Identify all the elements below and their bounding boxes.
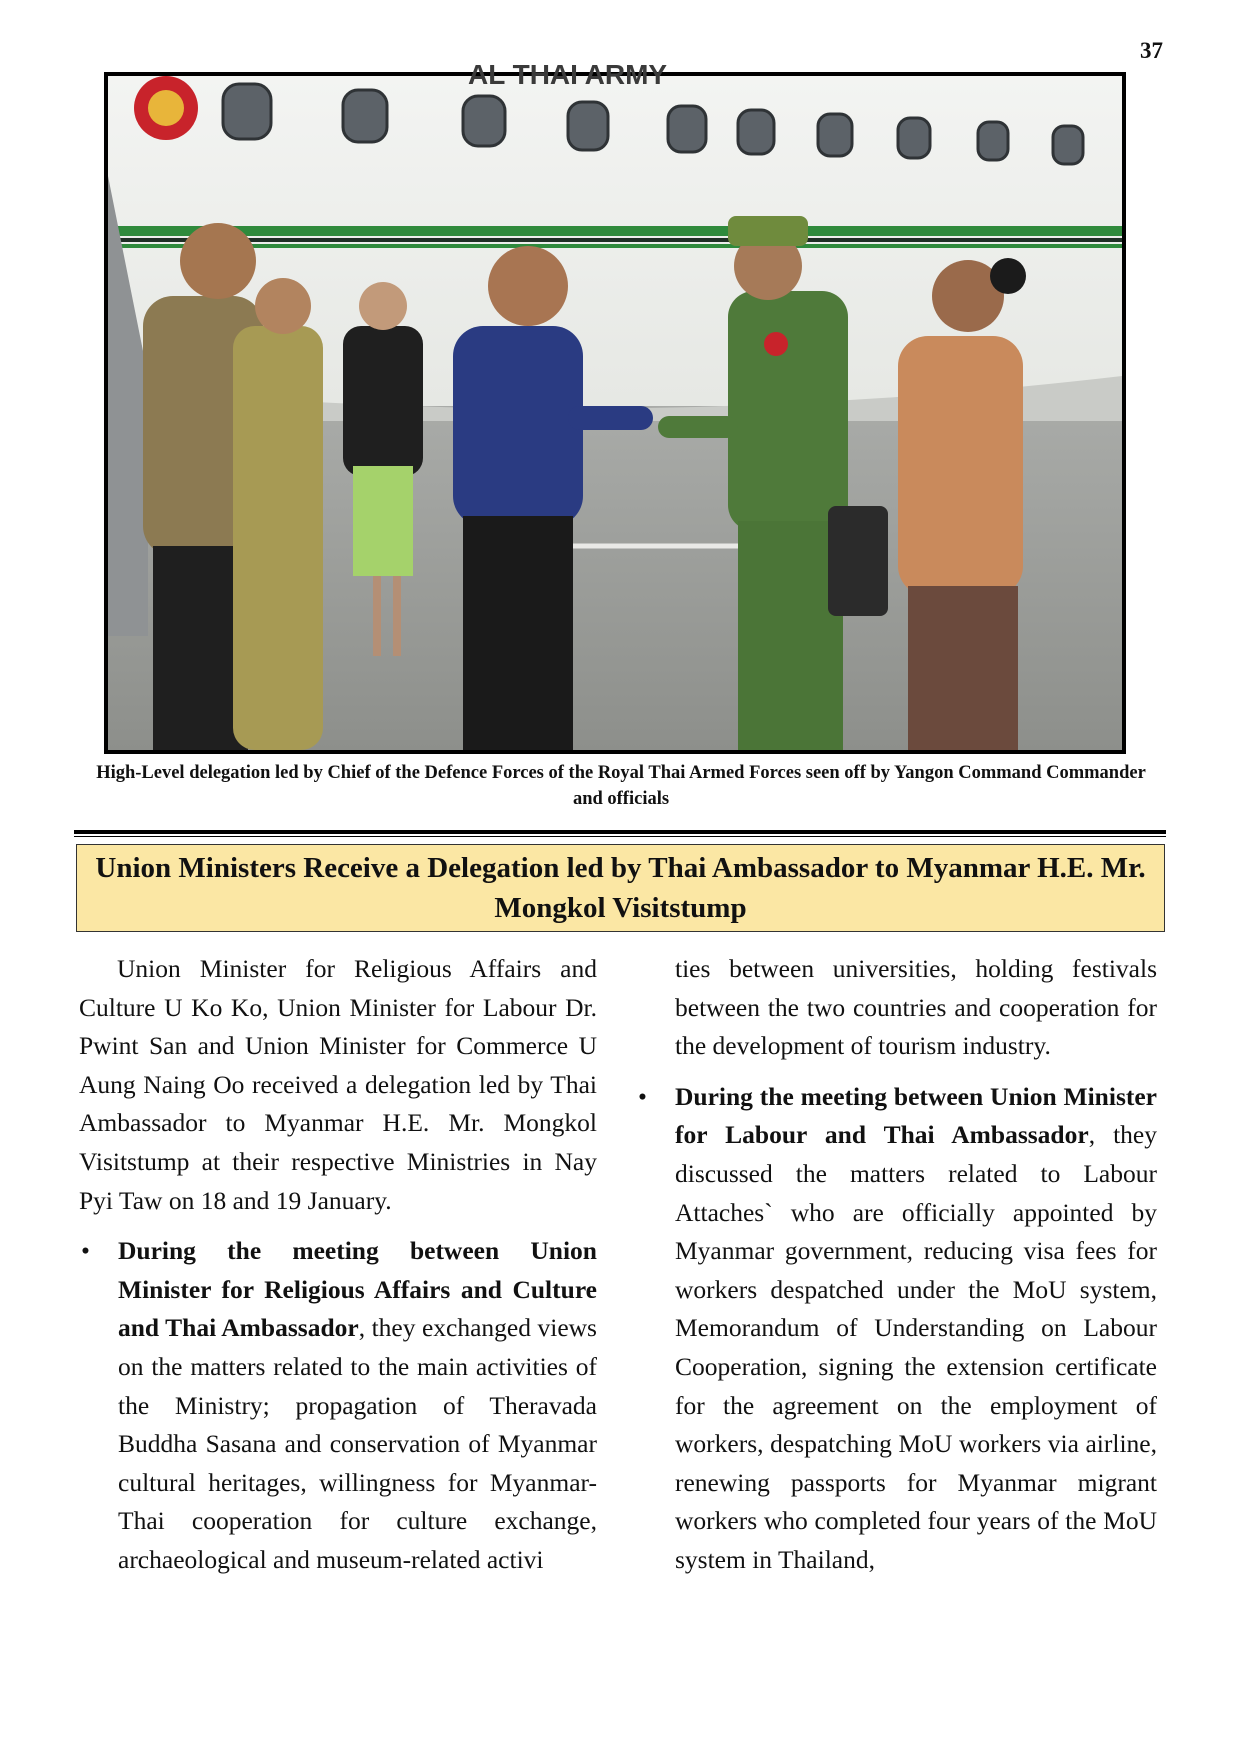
bullet-body: , they exchanged views on the matters related to the main activities of the Ministry; propagation of Theravada Buddha Sasana and conservation of Myanmar cultural heritages, willingness for Myanmar-Thai cooperation for culture exchange, archaeological and museum-related activi [118, 1313, 597, 1574]
news-photo-illustration [108, 59, 1122, 750]
bullet-lead: During the meeting between Union Minister for Labour and Thai Ambassador [675, 1081, 1157, 1150]
bullet-item-labour [636, 1078, 1157, 1580]
aircraft-stripe-green [108, 226, 1122, 236]
bullet-icon: • [81, 1236, 90, 1266]
photo-caption: High-Level delegation led by Chief of the Defence Forces of the Royal Thai Armed Forces seen off by Yangon Command Commander and officials [96, 763, 1146, 809]
bullet-lead: During the meeting between Union Minister for Religious Affairs and Culture and Thai Ambassador [118, 1236, 597, 1343]
bullet-text [675, 1078, 1157, 1580]
news-photo [104, 59, 1126, 754]
article-column-left [79, 950, 597, 1580]
page-number: 37 [1140, 38, 1163, 63]
bullet-item-religious-affairs [79, 1232, 597, 1579]
bullet-body: , they discussed the matters related to Labour Attaches` who are officially appointed by Myanmar government, reducing visa fees for workers despatched under the MoU system, Memorandum of Understanding on Labour Cooperation, signing the extension certificate for the agreement on the employment of workers, despatching MoU workers via airline, renewing passports for Myanmar migrant workers who completed four years of the MoU system in Thailand, [675, 1120, 1157, 1574]
bullet-text [118, 1232, 597, 1579]
section-divider-thin [74, 836, 1166, 837]
article-column-right [636, 950, 1157, 1580]
bullet-continuation: ties between universities, holding festivals between the two countries and cooperation for the development of tourism industry. [675, 954, 1157, 1061]
headline-box [76, 844, 1165, 932]
briefcase [828, 506, 888, 616]
section-divider-thick [74, 830, 1166, 834]
bullet-icon: • [638, 1081, 647, 1111]
aircraft-lettering: AL THAI ARMY [468, 59, 668, 90]
intro-paragraph: Union Minister for Religious Affairs and Culture U Ko Ko, Union Minister for Labour Dr. Pwint San and Union Minister for Commerce U Aung Naing Oo received a delegation led by Thai Ambassador to Myanmar H.E. Mr. Mongkol Visitstump at their respective Ministries in Nay Pyi Taw on 18 and 19 January. [79, 954, 597, 1215]
aircraft-stripe-dark [108, 238, 1122, 242]
woman-green-dress [233, 278, 323, 750]
article-headline: Union Ministers Receive a Delegation led by Thai Ambassador to Myanmar H.E. Mr. Mongkol Visitstump [95, 852, 1146, 924]
